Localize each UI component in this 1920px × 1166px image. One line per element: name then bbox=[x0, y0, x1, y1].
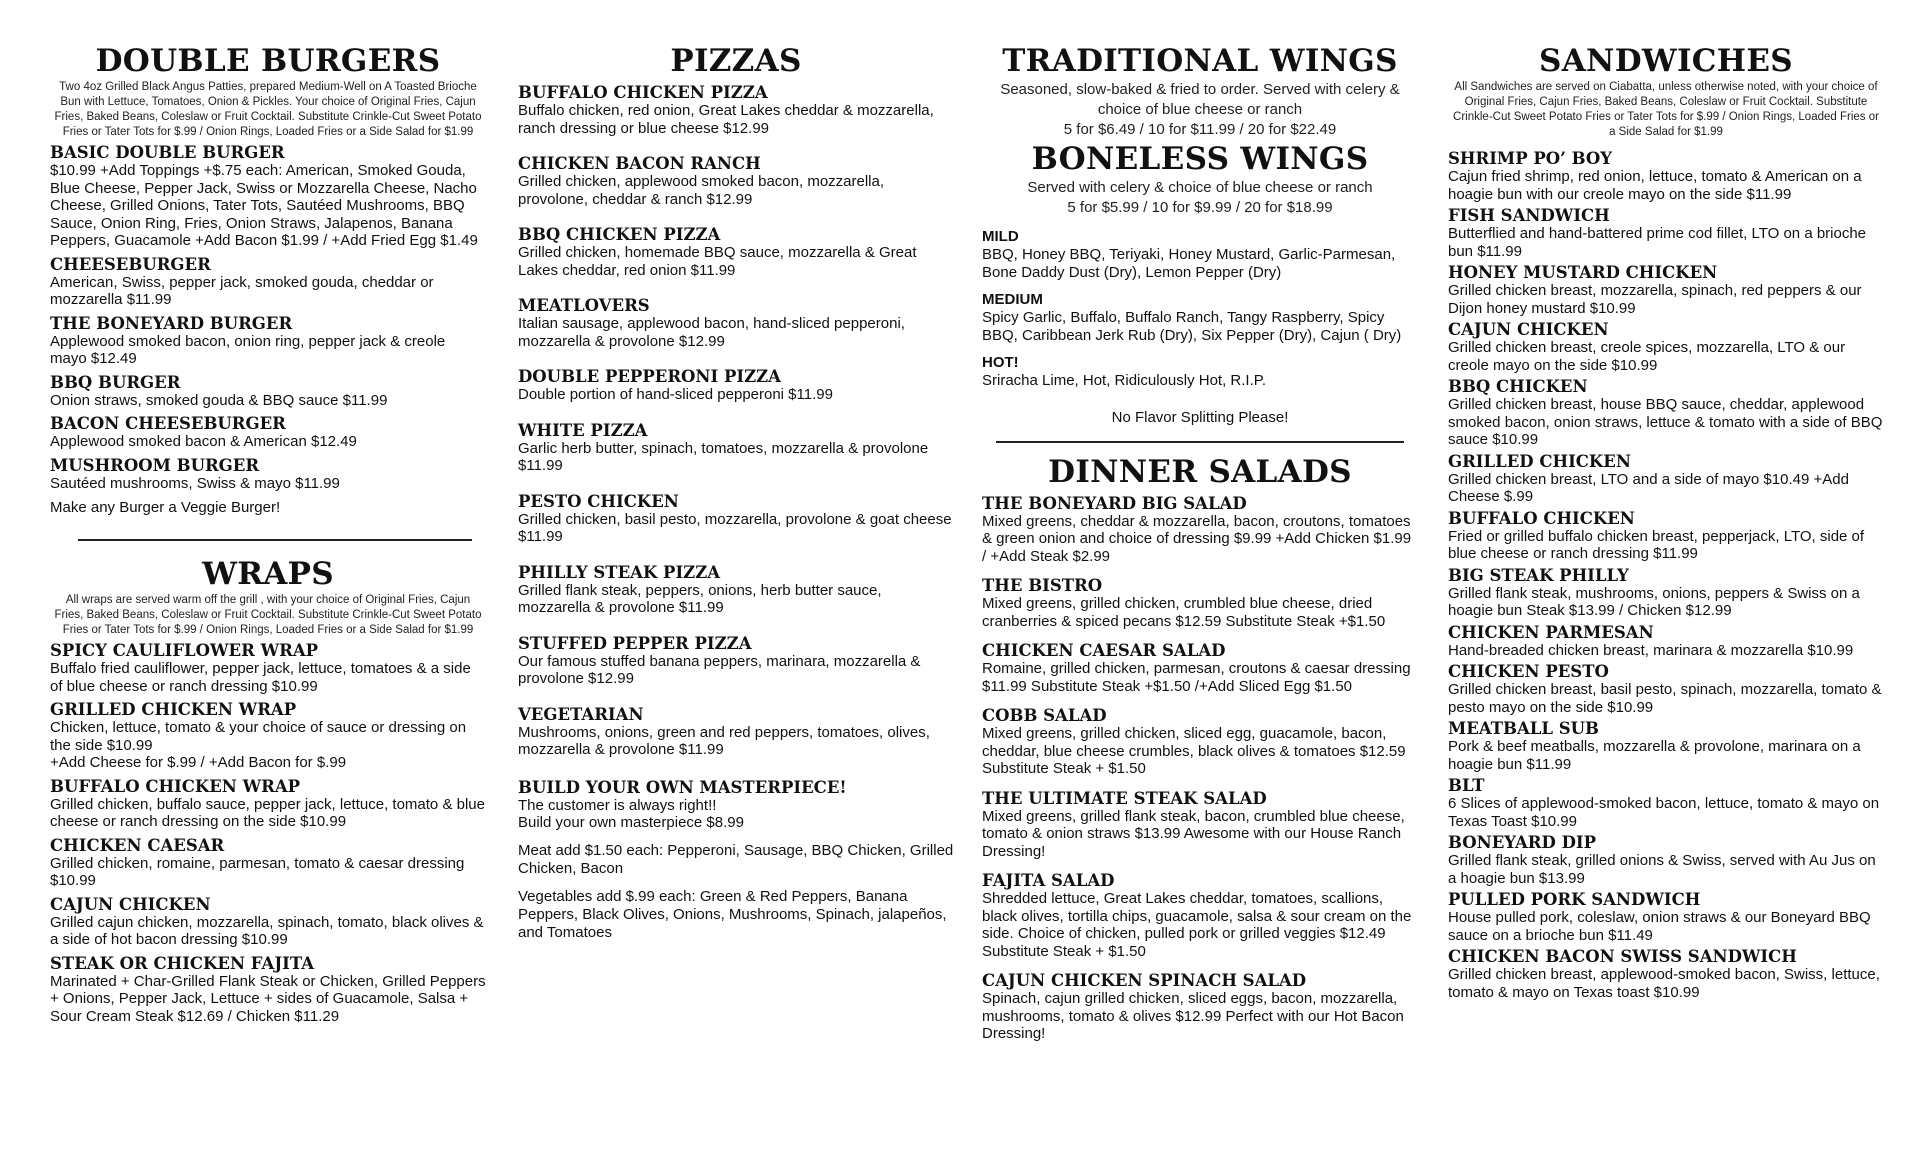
item-desc: Italian sausage, applewood bacon, hand-sliced pepperoni, mozzarella & provolone $12.99 bbox=[518, 315, 905, 350]
item-name: BASIC DOUBLE BURGER bbox=[50, 143, 285, 162]
item-name: BUFFALO CHICKEN WRAP bbox=[50, 776, 301, 796]
item-desc: Mixed greens, cheddar & mozzarella, bacon, croutons, tomatoes & green onion and choice of dressing $9.99 +Add Chicken $1.99 / +Add Steak $2.99 bbox=[982, 512, 1412, 565]
item-name: WHITE PIZZA bbox=[518, 420, 648, 440]
wraps-subtitle: All wraps are served warm off the grill , with your choice of Original Fries, Cajun Fries, Baked Beans, Coleslaw or Fruit Cocktail. Substitute Crinkle-Cut Sweet Potato Fries or Tater Tots for $.99 / Onion Rings, Loaded Fries or a Side Salad for $1.99 bbox=[54, 594, 482, 636]
item-desc: Mixed greens, grilled chicken, crumbled blue cheese, dried cranberries & spiced pecans $12.59 Substitute Steak +$1.50 bbox=[982, 595, 1386, 630]
item-desc: Grilled flank steak, peppers, onions, herb butter sauce, mozzarella & provolone $11.99 bbox=[518, 581, 882, 616]
menu-item bbox=[518, 155, 954, 208]
wing-level bbox=[982, 228, 1418, 281]
item-desc: Mixed greens, grilled chicken, sliced egg, guacamole, bacon, cheddar, blue cheese crumbles, black olives & tomatoes $12.59 Substitute Steak + $1.50 bbox=[982, 725, 1406, 777]
item-name: BUILD YOUR OWN MASTERPIECE! bbox=[518, 777, 847, 797]
traditional-wings-prices: 5 for $6.49 / 10 for $11.99 / 20 for $22.49 bbox=[1063, 121, 1337, 138]
item-name: CHICKEN PESTO bbox=[1448, 662, 1609, 681]
menu-item bbox=[1448, 207, 1884, 260]
divider bbox=[78, 539, 472, 541]
menu-item bbox=[982, 642, 1418, 695]
item-name: GRILLED CHICKEN bbox=[1448, 451, 1631, 471]
section-title-pizzas: PIZZAS bbox=[670, 43, 802, 79]
menu-item bbox=[1448, 777, 1884, 830]
menu-item bbox=[518, 493, 954, 546]
item-name: BLT bbox=[1448, 776, 1485, 795]
item-desc: The customer is always right!! bbox=[518, 796, 717, 814]
item-desc: 6 Slices of applewood-smoked bacon, lettuce, tomato & mayo on Texas Toast $10.99 bbox=[1448, 795, 1880, 830]
item-name: THE BISTRO bbox=[982, 576, 1103, 595]
section-title-traditional-wings: TRADITIONAL WINGS bbox=[1002, 43, 1398, 79]
menu-item bbox=[50, 701, 486, 772]
item-desc: Buffalo chicken, red onion, Great Lakes cheddar & mozzarella, ranch dressing or blue cheese $12.99 bbox=[518, 102, 934, 137]
item-desc: Mushrooms, onions, green and red peppers, tomatoes, olives, mozzarella & provolone $11.99 bbox=[518, 723, 930, 758]
item-desc: House pulled pork, coleslaw, onion straws & our Boneyard BBQ sauce on a brioche bun $11.49 bbox=[1448, 909, 1871, 944]
item-name: MUSHROOM BURGER bbox=[50, 455, 260, 475]
item-desc: Grilled chicken, buffalo sauce, pepper jack, lettuce, tomato & blue cheese or ranch dressing on the side $10.99 bbox=[50, 795, 485, 830]
item-desc: Our famous stuffed banana peppers, marinara, mozzarella & provolone $12.99 bbox=[518, 652, 921, 687]
wing-level-name: MILD bbox=[982, 228, 1019, 245]
menu-item bbox=[1448, 378, 1884, 449]
item-name: BBQ BURGER bbox=[50, 372, 181, 392]
sandwiches-subtitle: All Sandwiches are served on Ciabatta, unless otherwise noted, with your choice of Original Fries, Cajun Fries, Baked Beans, Coleslaw or Fruit Cocktail. Substitute Crinkle-Cut Sweet Potato Fries or Tater Tots for $.99 / Onion Rings, Loaded Fries or a Side Salad for $1.99 bbox=[1453, 81, 1879, 138]
item-name: STEAK OR CHICKEN FAJITA bbox=[50, 953, 315, 973]
section-title-double-burgers: DOUBLE BURGERS bbox=[95, 43, 441, 79]
menu-item bbox=[50, 642, 486, 695]
menu-item bbox=[1448, 663, 1884, 716]
item-name: BUFFALO CHICKEN bbox=[1448, 508, 1635, 528]
column-wings-salads bbox=[982, 42, 1418, 1043]
item-desc: Grilled chicken, applewood smoked bacon, mozzarella, provolone, cheddar & ranch $12.99 bbox=[518, 173, 885, 208]
menu-item bbox=[1448, 948, 1884, 1001]
section-title-wraps: WRAPS bbox=[202, 556, 334, 592]
menu-item bbox=[518, 297, 954, 350]
menu-item bbox=[518, 706, 954, 759]
item-name: BIG STEAK PHILLY bbox=[1448, 565, 1629, 585]
item-name: STUFFED PEPPER PIZZA bbox=[518, 633, 752, 653]
double-burgers-subtitle: Two 4oz Grilled Black Angus Patties, prepared Medium-Well on A Toasted Brioche Bun with Lettuce, Tomatoes, Onion & Pickles. Your choice of Original Fries, Cajun Fries, Baked Beans, Coleslaw or Fruit Cocktail. Substitute Crinkle-Cut Sweet Potato Fries or Tater Tots for $.99 / Onion Rings, Loaded Fries or a Side Salad for $1.99 bbox=[54, 81, 482, 138]
section-title-sandwiches: SANDWICHES bbox=[1539, 43, 1793, 79]
menu-item bbox=[50, 837, 486, 890]
item-desc: Grilled chicken breast, LTO and a side of mayo $10.49 +Add Cheese $.99 bbox=[1448, 470, 1849, 505]
item-name: CAJUN CHICKEN bbox=[50, 894, 211, 914]
item-desc: Grilled chicken breast, basil pesto, spinach, mozzarella, tomato & pesto mayo on the side $10.99 bbox=[1448, 681, 1882, 716]
item-desc: Chicken, lettuce, tomato & your choice of sauce or dressing on the side $10.99 bbox=[50, 719, 467, 754]
menu-item bbox=[518, 84, 954, 137]
wing-level-name: HOT! bbox=[982, 354, 1019, 371]
wing-level bbox=[982, 354, 1418, 390]
item-desc: Cajun fried shrimp, red onion, lettuce, tomato & American on a hoagie bun with our creole mayo on the side $11.99 bbox=[1448, 168, 1862, 203]
traditional-wings-desc: Seasoned, slow-baked & fried to order. Served with celery & choice of blue cheese or ranch bbox=[1000, 81, 1400, 118]
menu-item bbox=[50, 374, 486, 410]
item-name: DOUBLE PEPPERONI PIZZA bbox=[518, 367, 781, 386]
item-name: BACON CHEESEBURGER bbox=[50, 414, 286, 433]
section-title-boneless-wings: BONELESS WINGS bbox=[1031, 141, 1369, 177]
item-desc: Sautéed mushrooms, Swiss & mayo $11.99 bbox=[50, 474, 340, 492]
menu-item bbox=[50, 896, 486, 949]
item-name: CAJUN CHICKEN bbox=[1448, 320, 1609, 339]
column-sandwiches bbox=[1448, 42, 1884, 1001]
item-desc: Garlic herb butter, spinach, tomatoes, mozzarella & provolone $11.99 bbox=[518, 439, 929, 474]
item-desc: $10.99 +Add Toppings +$.75 each: American, Smoked Gouda, Blue Cheese, Pepper Jack, Swiss or Mozzarella Cheese, Nacho Cheese, Grilled Onions, Tater Tots, Sautéed Mushrooms, BBQ Sauce, Onion Ring, Fries, Onion Straws, Jalapenos, Banana Peppers, Guacamole +Add Bacon $1.99 / +Add Fried Egg $1.49 bbox=[50, 162, 478, 249]
menu-item bbox=[1448, 624, 1884, 660]
item-name: GRILLED CHICKEN WRAP bbox=[50, 700, 297, 719]
item-desc: Double portion of hand-sliced pepperoni $11.99 bbox=[518, 386, 833, 403]
item-desc: Grilled chicken, homemade BBQ sauce, mozzarella & Great Lakes cheddar, red onion $11.99 bbox=[518, 244, 917, 279]
menu-item bbox=[50, 256, 486, 309]
wing-level bbox=[982, 291, 1418, 344]
item-name: THE ULTIMATE STEAK SALAD bbox=[982, 788, 1267, 808]
menu-item bbox=[1448, 567, 1884, 620]
item-desc: Grilled chicken, basil pesto, mozzarella, provolone & goat cheese $11.99 bbox=[518, 510, 952, 545]
veg-add-note: Vegetables add $.99 each: Green & Red Peppers, Banana Peppers, Black Olives, Onions, Mushrooms, Spinach, jalapeños, and Tomatoes bbox=[518, 887, 947, 941]
item-desc: Grilled flank steak, mushrooms, onions, peppers & Swiss on a hoagie bun Steak $13.99 / Chicken $12.99 bbox=[1448, 584, 1860, 619]
menu-item bbox=[1448, 720, 1884, 773]
item-name: CHICKEN BACON RANCH bbox=[518, 154, 761, 173]
item-name: PHILLY STEAK PIZZA bbox=[518, 562, 721, 582]
item-name: CAJUN CHICKEN SPINACH SALAD bbox=[982, 971, 1307, 990]
divider bbox=[996, 441, 1404, 443]
boneless-wings-desc: Served with celery & choice of blue cheese or ranch bbox=[1027, 179, 1373, 196]
wing-level-name: MEDIUM bbox=[982, 291, 1043, 308]
item-name: BONEYARD DIP bbox=[1448, 833, 1597, 852]
item-name: FAJITA SALAD bbox=[982, 871, 1115, 890]
menu-item bbox=[518, 422, 954, 475]
item-desc: Grilled chicken breast, mozzarella, spinach, red peppers & our Dijon honey mustard $10.99 bbox=[1448, 282, 1862, 317]
wing-level-flavors: Spicy Garlic, Buffalo, Buffalo Ranch, Tangy Raspberry, Spicy BBQ, Caribbean Jerk Rub (Dry), Six Pepper (Dry), Cajun ( Dry) bbox=[982, 309, 1402, 344]
menu-item bbox=[518, 635, 954, 688]
menu-item bbox=[50, 415, 486, 451]
item-desc: Grilled flank steak, grilled onions & Swiss, served with Au Jus on a hoagie bun $13.99 bbox=[1448, 852, 1876, 887]
item-name: COBB SALAD bbox=[982, 706, 1107, 725]
menu-item bbox=[1448, 891, 1884, 944]
menu-item bbox=[1448, 150, 1884, 203]
item-desc: Hand-breaded chicken breast, marinara & mozzarella $10.99 bbox=[1448, 641, 1854, 659]
boneless-wings-prices: 5 for $5.99 / 10 for $9.99 / 20 for $18.99 bbox=[1067, 199, 1333, 216]
wing-level-flavors: Sriracha Lime, Hot, Ridiculously Hot, R.I.P. bbox=[982, 372, 1266, 389]
item-name: FISH SANDWICH bbox=[1448, 206, 1610, 225]
item-desc: Grilled chicken breast, applewood-smoked bacon, Swiss, lettuce, tomato & mayo on Texas toast $10.99 bbox=[1448, 966, 1880, 1001]
item-desc: Romaine, grilled chicken, parmesan, croutons & caesar dressing $11.99 Substitute Steak +$1.50 /+Add Sliced Egg $1.50 bbox=[982, 660, 1411, 695]
menu-item bbox=[1448, 834, 1884, 887]
menu-item bbox=[1448, 264, 1884, 317]
item-desc: American, Swiss, pepper jack, smoked gouda, cheddar or mozzarella $11.99 bbox=[50, 273, 434, 308]
item-name: HONEY MUSTARD CHICKEN bbox=[1448, 263, 1718, 282]
menu-item bbox=[982, 790, 1418, 861]
item-name: CHICKEN CAESAR bbox=[50, 835, 225, 855]
item-name: MEATLOVERS bbox=[518, 296, 650, 315]
item-desc: Grilled chicken, romaine, parmesan, tomato & caesar dressing $10.99 bbox=[50, 854, 465, 889]
item-desc: Buffalo fried cauliflower, pepper jack, lettuce, tomatoes & a side of blue cheese or ranch dressing $10.99 bbox=[50, 660, 471, 695]
item-desc: Grilled chicken breast, creole spices, mozzarella, LTO & our creole mayo on the side $10.99 bbox=[1448, 339, 1846, 374]
item-name: PESTO CHICKEN bbox=[518, 491, 679, 511]
no-splitting-note: No Flavor Splitting Please! bbox=[1111, 408, 1289, 426]
item-desc: Grilled chicken breast, house BBQ sauce, cheddar, applewood smoked bacon, onion straws, lettuce & tomato with a side of BBQ sauce $10.99 bbox=[1448, 396, 1883, 448]
menu-item bbox=[50, 778, 486, 831]
item-name: BBQ CHICKEN bbox=[1448, 377, 1588, 396]
item-desc: Butterflied and hand-battered prime cod fillet, LTO on a brioche bun $11.99 bbox=[1448, 225, 1867, 260]
item-desc: Applewood smoked bacon & American $12.49 bbox=[50, 433, 357, 450]
item-name: THE BONEYARD BIG SALAD bbox=[982, 493, 1247, 513]
item-name: CHICKEN BACON SWISS SANDWICH bbox=[1448, 947, 1797, 966]
column-burgers-wraps bbox=[50, 42, 486, 1025]
item-desc: Mixed greens, grilled flank steak, bacon, crumbled blue cheese, tomato & onion straws $13.99 Awesome with our House Ranch Dressing! bbox=[982, 807, 1405, 860]
item-desc: Pork & beef meatballs, mozzarella & provolone, marinara on a hoagie bun $11.99 bbox=[1448, 738, 1861, 773]
item-name: PULLED PORK SANDWICH bbox=[1448, 890, 1701, 909]
menu-item bbox=[982, 707, 1418, 778]
menu-item bbox=[982, 577, 1418, 630]
item-name: CHEESEBURGER bbox=[50, 254, 211, 274]
menu-item bbox=[1448, 510, 1884, 563]
item-name: CHICKEN CAESAR SALAD bbox=[982, 641, 1226, 660]
item-name: MEATBALL SUB bbox=[1448, 719, 1599, 738]
menu-item bbox=[982, 495, 1418, 566]
menu-item bbox=[50, 457, 486, 493]
menu-item bbox=[1448, 453, 1884, 506]
menu-item bbox=[982, 872, 1418, 960]
item-name: VEGETARIAN bbox=[518, 704, 644, 724]
item-desc: Spinach, cajun grilled chicken, sliced eggs, bacon, mozzarella, mushrooms, tomato & olives $12.99 Perfect with our Hot Bacon Dressing! bbox=[982, 990, 1404, 1042]
item-name: SHRIMP PO’ BOY bbox=[1448, 149, 1613, 168]
item-desc: Onion straws, smoked gouda & BBQ sauce $11.99 bbox=[50, 391, 388, 409]
item-desc: Grilled cajun chicken, mozzarella, spinach, tomato, black olives & a side of hot bacon dressing $10.99 bbox=[50, 913, 484, 948]
item-desc: Shredded lettuce, Great Lakes cheddar, tomatoes, scallions, black olives, tortilla chips, guacamole, salsa & sour cream on the side. Choice of chicken, pulled pork or grilled veggies $12.49 Substitute Steak + $1.50 bbox=[982, 890, 1412, 960]
menu-item bbox=[518, 564, 954, 617]
wing-level-flavors: BBQ, Honey BBQ, Teriyaki, Honey Mustard, Garlic-Parmesan, Bone Daddy Dust (Dry), Lemon Pepper (Dry) bbox=[982, 246, 1396, 281]
menu-item-byo bbox=[518, 779, 954, 942]
veggie-burger-note: Make any Burger a Veggie Burger! bbox=[50, 499, 281, 516]
menu-item bbox=[518, 368, 954, 404]
column-pizzas bbox=[518, 42, 954, 942]
item-desc: Build your own masterpiece $8.99 bbox=[518, 814, 744, 831]
meat-add-note: Meat add $1.50 each: Pepperoni, Sausage, BBQ Chicken, Grilled Chicken, Bacon bbox=[518, 841, 954, 877]
menu-item bbox=[50, 315, 486, 368]
item-desc: Applewood smoked bacon, onion ring, pepper jack & creole mayo $12.49 bbox=[50, 332, 446, 367]
item-name: CHICKEN PARMESAN bbox=[1448, 622, 1654, 642]
menu-item bbox=[50, 955, 486, 1026]
menu-item bbox=[1448, 321, 1884, 374]
section-title-dinner-salads: DINNER SALADS bbox=[1048, 453, 1352, 490]
item-name: SPICY CAULIFLOWER WRAP bbox=[50, 641, 319, 660]
menu-item bbox=[50, 144, 486, 250]
item-name: BBQ CHICKEN PIZZA bbox=[518, 225, 721, 244]
item-name: THE BONEYARD BURGER bbox=[50, 313, 293, 333]
item-name: BUFFALO CHICKEN PIZZA bbox=[518, 83, 768, 102]
menu-item bbox=[518, 226, 954, 279]
item-desc: Fried or grilled buffalo chicken breast, pepperjack, LTO, side of blue cheese or ranch dressing $11.99 bbox=[1448, 527, 1865, 562]
item-extra: +Add Cheese for $.99 / +Add Bacon for $.99 bbox=[50, 754, 347, 771]
item-desc: Marinated + Char-Grilled Flank Steak or Chicken, Grilled Peppers + Onions, Pepper Jack, Lettuce + sides of Guacamole, Salsa + Sour Cream Steak $12.69 / Chicken $11.29 bbox=[50, 972, 486, 1025]
menu-item bbox=[982, 972, 1418, 1043]
